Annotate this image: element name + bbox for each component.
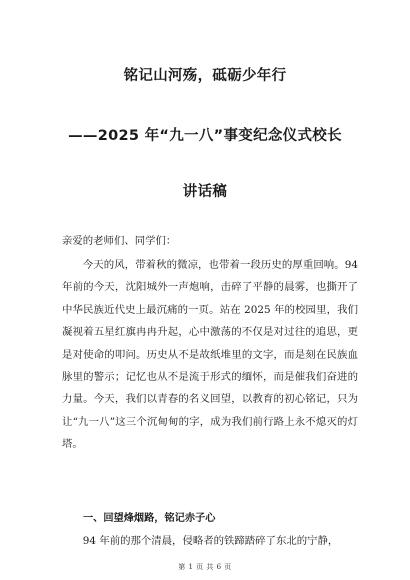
greeting: 亲爱的老师们、同学们： [62,235,177,247]
title-line-2: ——2025 年“九一八”事变纪念仪式校长 [68,128,342,144]
title-line-3: 讲话稿 [182,184,228,200]
paragraph-1: 今天的风，带着秋的微凉，也带着一段历史的厚重回响。94 年前的今天，沈阳城外一声炮响，击碎了平静的晨雾，也撕开了中华民族近代史上最沉痛的一页。站在 2025 年的校园里，我们凝视着五星红旗冉冉升起，心中激荡的不仅是对过往的追思，更是对使命的叩问。历史从不是故纸堆里的文字，而是刻在民族血脉里的警示；记忆也从不是流于形式的缅怀，而是催我们奋进的力量。今天，我们以青春的名义回望，以教育的初心铭记，只为让“九一八”这三个沉甸甸的字，成为我们前行路上永不熄灭的灯塔。 [62,259,358,451]
section-heading-1: 一、回望烽烟路，铭记赤子心 [83,513,216,524]
paragraph-2: 94 年前的那个清晨，侵略者的铁蹄踏碎了东北的宁静， [82,535,339,547]
title-line-1: 铭记山河殇，砥砺少年行 [123,68,287,84]
page-footer: 第 1 页 共 6 页 [178,563,232,571]
